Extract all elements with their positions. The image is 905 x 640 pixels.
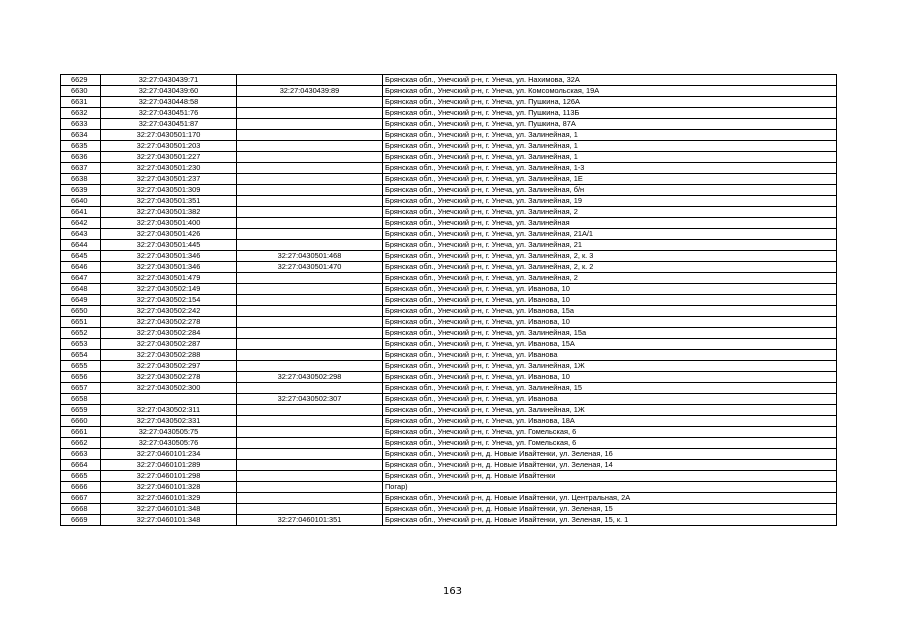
cadastral-number-cell: 32:27:0430502:288 <box>101 350 237 361</box>
cadastral-number-cell: 32:27:0430501:346 <box>101 262 237 273</box>
row-number-cell: 6661 <box>61 427 101 438</box>
row-number-cell: 6634 <box>61 130 101 141</box>
address-cell: Брянская обл., Унечский р-н, д. Новые Ивайтенки, ул. Зеленая, 14 <box>383 460 837 471</box>
table-row <box>61 163 837 174</box>
address-cell: Брянская обл., Унечский р-н, г. Унеча, ул. Залинейная, 1 <box>383 152 837 163</box>
address-cell: Брянская обл., Унечский р-н, д. Новые Ивайтенки, ул. Зеленая, 15, к. 1 <box>383 515 837 526</box>
cadastral-number-cell: 32:27:0430501:400 <box>101 218 237 229</box>
row-number-cell: 6646 <box>61 262 101 273</box>
table-row <box>61 449 837 460</box>
address-cell: Брянская обл., Унечский р-н, г. Унеча, ул. Залинейная, 1Е <box>383 174 837 185</box>
cadastral-number-cell: 32:27:0430502:297 <box>101 361 237 372</box>
table-row <box>61 493 837 504</box>
table-row <box>61 482 837 493</box>
row-number-cell: 6668 <box>61 504 101 515</box>
row-number-cell: 6629 <box>61 75 101 86</box>
table-row <box>61 405 837 416</box>
address-cell: Брянская обл., Унечский р-н, г. Унеча, ул. Залинейная, 1Ж <box>383 361 837 372</box>
linked-cadastral-cell <box>237 328 383 339</box>
table-row <box>61 350 837 361</box>
cadastral-number-cell: 32:27:0460101:348 <box>101 515 237 526</box>
table-row <box>61 427 837 438</box>
table-row <box>61 438 837 449</box>
table-row <box>61 383 837 394</box>
row-number-cell: 6651 <box>61 317 101 328</box>
address-cell: Брянская обл., Унечский р-н, г. Унеча, ул. Залинейная, 1Ж <box>383 405 837 416</box>
address-cell: Брянская обл., Унечский р-н, д. Новые Ивайтенки, ул. Зеленая, 16 <box>383 449 837 460</box>
address-cell: Брянская обл., Унечский р-н, г. Унеча, ул. Залинейная, 15 <box>383 383 837 394</box>
row-number-cell: 6664 <box>61 460 101 471</box>
linked-cadastral-cell: 32:27:0430502:298 <box>237 372 383 383</box>
linked-cadastral-cell <box>237 152 383 163</box>
cadastral-number-cell: 32:27:0430501:230 <box>101 163 237 174</box>
table-row <box>61 75 837 86</box>
row-number-cell: 6631 <box>61 97 101 108</box>
cadastral-number-cell: 32:27:0460101:328 <box>101 482 237 493</box>
cadastral-number-cell: 32:27:0430501:426 <box>101 229 237 240</box>
row-number-cell: 6638 <box>61 174 101 185</box>
address-cell: Погар) <box>383 482 837 493</box>
table-row <box>61 471 837 482</box>
address-cell: Брянская обл., Унечский р-н, г. Унеча, ул. Иванова <box>383 394 837 405</box>
cadastral-number-cell: 32:27:0460101:234 <box>101 449 237 460</box>
row-number-cell: 6655 <box>61 361 101 372</box>
table-row <box>61 460 837 471</box>
cadastral-number-cell: 32:27:0430505:75 <box>101 427 237 438</box>
address-cell: Брянская обл., Унечский р-н, г. Унеча, ул. Иванова, 10 <box>383 295 837 306</box>
table-row <box>61 218 837 229</box>
table-row <box>61 185 837 196</box>
table-row <box>61 394 837 405</box>
cadastral-number-cell: 32:27:0430501:346 <box>101 251 237 262</box>
table-row <box>61 207 837 218</box>
table-row <box>61 141 837 152</box>
table-row <box>61 339 837 350</box>
address-cell: Брянская обл., Унечский р-н, г. Унеча, ул. Иванова <box>383 350 837 361</box>
linked-cadastral-cell <box>237 482 383 493</box>
address-cell: Брянская обл., Унечский р-н, д. Новые Ивайтенки <box>383 471 837 482</box>
address-cell: Брянская обл., Унечский р-н, г. Унеча, ул. Залинейная, 21А/1 <box>383 229 837 240</box>
cadastral-number-cell: 32:27:0430502:311 <box>101 405 237 416</box>
linked-cadastral-cell <box>237 141 383 152</box>
address-cell: Брянская обл., Унечский р-н, г. Унеча, ул. Иванова, 10 <box>383 284 837 295</box>
row-number-cell: 6632 <box>61 108 101 119</box>
row-number-cell: 6641 <box>61 207 101 218</box>
row-number-cell: 6656 <box>61 372 101 383</box>
address-cell: Брянская обл., Унечский р-н, г. Унеча, ул. Залинейная, 19 <box>383 196 837 207</box>
address-cell: Брянская обл., Унечский р-н, г. Унеча, ул. Гомельская, 6 <box>383 438 837 449</box>
row-number-cell: 6640 <box>61 196 101 207</box>
linked-cadastral-cell <box>237 405 383 416</box>
row-number-cell: 6654 <box>61 350 101 361</box>
row-number-cell: 6650 <box>61 306 101 317</box>
row-number-cell: 6653 <box>61 339 101 350</box>
row-number-cell: 6645 <box>61 251 101 262</box>
address-cell: Брянская обл., Унечский р-н, г. Унеча, ул. Залинейная, 1-3 <box>383 163 837 174</box>
address-cell: Брянская обл., Унечский р-н, д. Новые Ивайтенки, ул. Центральная, 2А <box>383 493 837 504</box>
row-number-cell: 6644 <box>61 240 101 251</box>
row-number-cell: 6642 <box>61 218 101 229</box>
linked-cadastral-cell <box>237 295 383 306</box>
address-cell: Брянская обл., Унечский р-н, г. Унеча, ул. Залинейная, 2, к. 2 <box>383 262 837 273</box>
row-number-cell: 6667 <box>61 493 101 504</box>
linked-cadastral-cell <box>237 207 383 218</box>
cadastral-number-cell: 32:27:0430502:287 <box>101 339 237 350</box>
table-row <box>61 273 837 284</box>
linked-cadastral-cell <box>237 174 383 185</box>
linked-cadastral-cell <box>237 339 383 350</box>
table-row <box>61 317 837 328</box>
cadastral-number-cell: 32:27:0430502:278 <box>101 317 237 328</box>
row-number-cell: 6648 <box>61 284 101 295</box>
linked-cadastral-cell <box>237 449 383 460</box>
cadastral-number-cell: 32:27:0460101:329 <box>101 493 237 504</box>
table-row <box>61 119 837 130</box>
address-cell: Брянская обл., Унечский р-н, г. Унеча, ул. Залинейная, 1 <box>383 141 837 152</box>
table-row <box>61 130 837 141</box>
cadastral-number-cell: 32:27:0430502:242 <box>101 306 237 317</box>
linked-cadastral-cell <box>237 306 383 317</box>
address-cell: Брянская обл., Унечский р-н, г. Унеча, ул. Залинейная, 2, к. 3 <box>383 251 837 262</box>
table-body <box>61 75 837 526</box>
address-cell: Брянская обл., Унечский р-н, г. Унеча, ул. Иванова, 10 <box>383 372 837 383</box>
linked-cadastral-cell: 32:27:0430439:89 <box>237 86 383 97</box>
cadastral-number-cell: 32:27:0460101:298 <box>101 471 237 482</box>
table-row <box>61 152 837 163</box>
address-cell: Брянская обл., Унечский р-н, д. Новые Ивайтенки, ул. Зеленая, 15 <box>383 504 837 515</box>
linked-cadastral-cell <box>237 471 383 482</box>
linked-cadastral-cell <box>237 196 383 207</box>
row-number-cell: 6643 <box>61 229 101 240</box>
linked-cadastral-cell <box>237 383 383 394</box>
address-cell: Брянская обл., Унечский р-н, г. Унеча, ул. Комсомольская, 19А <box>383 86 837 97</box>
cadastral-number-cell: 32:27:0430439:60 <box>101 86 237 97</box>
linked-cadastral-cell <box>237 438 383 449</box>
row-number-cell: 6659 <box>61 405 101 416</box>
row-number-cell: 6635 <box>61 141 101 152</box>
cadastral-number-cell: 32:27:0430501:170 <box>101 130 237 141</box>
address-cell: Брянская обл., Унечский р-н, г. Унеча, ул. Залинейная <box>383 218 837 229</box>
linked-cadastral-cell <box>237 416 383 427</box>
address-cell: Брянская обл., Унечский р-н, г. Унеча, ул. Залинейная, 2 <box>383 273 837 284</box>
cadastral-number-cell: 32:27:0430448:58 <box>101 97 237 108</box>
cadastral-number-cell: 32:27:0430502:331 <box>101 416 237 427</box>
cadastral-number-cell: 32:27:0460101:348 <box>101 504 237 515</box>
linked-cadastral-cell <box>237 240 383 251</box>
linked-cadastral-cell <box>237 218 383 229</box>
linked-cadastral-cell <box>237 163 383 174</box>
cadastral-number-cell: 32:27:0430451:87 <box>101 119 237 130</box>
table-row <box>61 174 837 185</box>
linked-cadastral-cell: 32:27:0430501:470 <box>237 262 383 273</box>
linked-cadastral-cell <box>237 97 383 108</box>
table-row <box>61 328 837 339</box>
cadastral-number-cell: 32:27:0430501:479 <box>101 273 237 284</box>
cadastral-number-cell: 32:27:0430501:382 <box>101 207 237 218</box>
table-row <box>61 295 837 306</box>
address-cell: Брянская обл., Унечский р-н, г. Унеча, ул. Залинейная, б/н <box>383 185 837 196</box>
address-cell: Брянская обл., Унечский р-н, г. Унеча, ул. Залинейная, 2 <box>383 207 837 218</box>
cadastral-number-cell: 32:27:0430501:237 <box>101 174 237 185</box>
linked-cadastral-cell: 32:27:0430501:468 <box>237 251 383 262</box>
cadastral-number-cell: 32:27:0430502:284 <box>101 328 237 339</box>
row-number-cell: 6662 <box>61 438 101 449</box>
cadastral-number-cell: 32:27:0430505:76 <box>101 438 237 449</box>
row-number-cell: 6639 <box>61 185 101 196</box>
table-row <box>61 251 837 262</box>
address-cell: Брянская обл., Унечский р-н, г. Унеча, ул. Гомельская, 6 <box>383 427 837 438</box>
table-row <box>61 86 837 97</box>
address-cell: Брянская обл., Унечский р-н, г. Унеча, ул. Залинейная, 21 <box>383 240 837 251</box>
linked-cadastral-cell <box>237 361 383 372</box>
property-table <box>60 74 837 526</box>
address-cell: Брянская обл., Унечский р-н, г. Унеча, ул. Пушкина, 126А <box>383 97 837 108</box>
row-number-cell: 6647 <box>61 273 101 284</box>
table-row <box>61 504 837 515</box>
table-row <box>61 515 837 526</box>
address-cell: Брянская обл., Унечский р-н, г. Унеча, ул. Иванова, 15А <box>383 339 837 350</box>
document-page <box>60 74 836 526</box>
address-cell: Брянская обл., Унечский р-н, г. Унеча, ул. Иванова, 10 <box>383 317 837 328</box>
row-number-cell: 6666 <box>61 482 101 493</box>
table-row <box>61 306 837 317</box>
row-number-cell: 6637 <box>61 163 101 174</box>
table-row <box>61 361 837 372</box>
row-number-cell: 6660 <box>61 416 101 427</box>
table-row <box>61 196 837 207</box>
address-cell: Брянская обл., Унечский р-н, г. Унеча, ул. Пушкина, 87А <box>383 119 837 130</box>
table-row <box>61 416 837 427</box>
table-row <box>61 262 837 273</box>
address-cell: Брянская обл., Унечский р-н, г. Унеча, ул. Нахимова, 32А <box>383 75 837 86</box>
linked-cadastral-cell <box>237 350 383 361</box>
cadastral-number-cell: 32:27:0430501:203 <box>101 141 237 152</box>
cadastral-number-cell: 32:27:0430502:278 <box>101 372 237 383</box>
linked-cadastral-cell <box>237 460 383 471</box>
page-number: 163 <box>442 586 463 597</box>
row-number-cell: 6669 <box>61 515 101 526</box>
row-number-cell: 6652 <box>61 328 101 339</box>
cadastral-number-cell: 32:27:0430451:76 <box>101 108 237 119</box>
address-cell: Брянская обл., Унечский р-н, г. Унеча, ул. Залинейная, 15а <box>383 328 837 339</box>
linked-cadastral-cell <box>237 229 383 240</box>
table-row <box>61 229 837 240</box>
row-number-cell: 6657 <box>61 383 101 394</box>
linked-cadastral-cell <box>237 75 383 86</box>
cadastral-number-cell: 32:27:0460101:289 <box>101 460 237 471</box>
linked-cadastral-cell <box>237 427 383 438</box>
linked-cadastral-cell <box>237 317 383 328</box>
row-number-cell: 6630 <box>61 86 101 97</box>
table-row <box>61 97 837 108</box>
cadastral-number-cell: 32:27:0430501:309 <box>101 185 237 196</box>
linked-cadastral-cell <box>237 185 383 196</box>
cadastral-number-cell: 32:27:0430501:351 <box>101 196 237 207</box>
linked-cadastral-cell <box>237 130 383 141</box>
address-cell: Брянская обл., Унечский р-н, г. Унеча, ул. Иванова, 18А <box>383 416 837 427</box>
table-row <box>61 108 837 119</box>
table-row <box>61 240 837 251</box>
cadastral-number-cell: 32:27:0430502:154 <box>101 295 237 306</box>
cadastral-number-cell: 32:27:0430501:445 <box>101 240 237 251</box>
address-cell: Брянская обл., Унечский р-н, г. Унеча, ул. Иванова, 15а <box>383 306 837 317</box>
row-number-cell: 6636 <box>61 152 101 163</box>
cadastral-number-cell: 32:27:0430502:300 <box>101 383 237 394</box>
address-cell: Брянская обл., Унечский р-н, г. Унеча, ул. Залинейная, 1 <box>383 130 837 141</box>
linked-cadastral-cell: 32:27:0430502:307 <box>237 394 383 405</box>
cadastral-number-cell <box>101 394 237 405</box>
linked-cadastral-cell: 32:27:0460101:351 <box>237 515 383 526</box>
row-number-cell: 6665 <box>61 471 101 482</box>
table-row <box>61 372 837 383</box>
row-number-cell: 6649 <box>61 295 101 306</box>
cadastral-number-cell: 32:27:0430502:149 <box>101 284 237 295</box>
row-number-cell: 6658 <box>61 394 101 405</box>
address-cell: Брянская обл., Унечский р-н, г. Унеча, ул. Пушкина, 113Б <box>383 108 837 119</box>
linked-cadastral-cell <box>237 108 383 119</box>
linked-cadastral-cell <box>237 493 383 504</box>
row-number-cell: 6663 <box>61 449 101 460</box>
cadastral-number-cell: 32:27:0430501:227 <box>101 152 237 163</box>
linked-cadastral-cell <box>237 504 383 515</box>
linked-cadastral-cell <box>237 119 383 130</box>
linked-cadastral-cell <box>237 284 383 295</box>
table-row <box>61 284 837 295</box>
linked-cadastral-cell <box>237 273 383 284</box>
row-number-cell: 6633 <box>61 119 101 130</box>
cadastral-number-cell: 32:27:0430439:71 <box>101 75 237 86</box>
